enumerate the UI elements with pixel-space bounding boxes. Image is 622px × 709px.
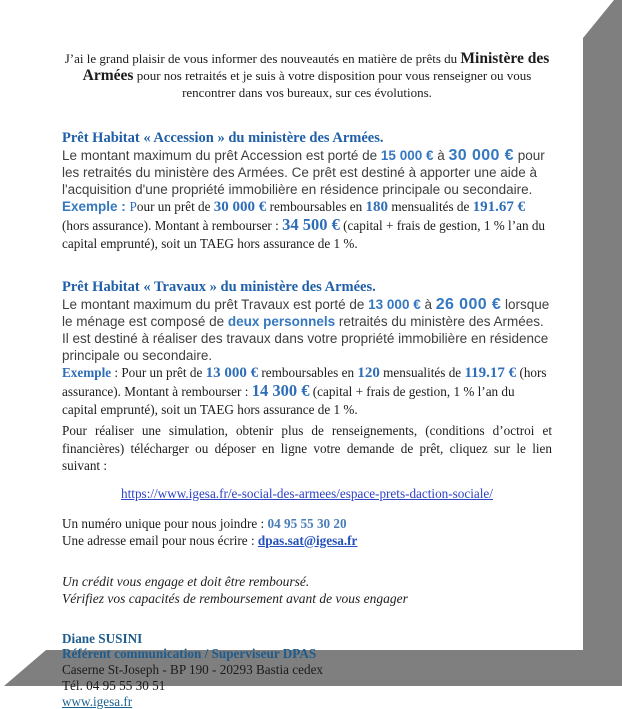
text-run: 180 [366,199,389,215]
simulation-paragraph: Pour réaliser une simulation, obtenir plus de renseignements, (conditions d’octroi et financières) télécharger ou déposer en ligne votre demande de prêt, cliquez sur le lien suivant : [62,422,552,475]
letter-content [62,0,552,709]
intro-paragraph [62,50,552,101]
section-travaux-example [62,364,552,419]
text-run: (capital + frais de gestion, 1 % l’an du capital emprunté), soit un TAEG hors assurance de 1 %. [62,218,548,251]
section-travaux-heading: Prêt Habitat « Travaux » du ministère des Armées. [62,279,552,296]
igesa-prets-link[interactable]: https://www.igesa.fr/e-social-des-armees/espace-prets-daction-sociale/ [121,486,493,501]
section-travaux [62,279,552,419]
section-accession [62,130,552,253]
text-run: Exemple [62,365,111,380]
text-run: pour les retraités du ministère des Armées. Ce prêt est destiné à apporter une aide à l'acquisition d'une propriété immobilière en résidence principale ou secondaire. [62,148,549,197]
text-run: à [421,297,436,312]
text-run: 26 000 € [436,296,501,313]
text-run: : Pour un prêt de [111,365,206,380]
contact-phone-label: Un numéro unique pour nous joindre : [62,516,267,531]
contact-block [62,515,552,549]
disclaimer-line-2: Vérifiez vos capacités de remboursement avant de vous engager [62,590,552,607]
text-run: 119.17 € [464,365,516,381]
signature-website-link[interactable]: www.igesa.fr [62,694,132,709]
text-run: 13 000 € [368,297,421,312]
text-run: lorsque le ménage est composé de [62,297,553,329]
text-run: 13 000 € [206,365,259,381]
disclaimer-line-1: Un crédit vous engage et doit être remboursé. [62,573,552,590]
signature-address: Caserne St-Joseph - BP 190 - 20293 Bastia cedex [62,662,552,678]
signature-name: Diane SUSINI [62,631,552,647]
text-run: Ministère des Armées [83,50,553,84]
contact-email-line [62,532,552,549]
text-run: (capital + frais de gestion, 1 % l’an du capital emprunté), soit un TAEG hors assurance de 1 %. [62,384,518,417]
link-line [62,485,552,502]
text-run: 15 000 € [381,148,434,163]
section-accession-body [62,147,552,198]
section-travaux-body [62,296,552,364]
signature-block [62,631,552,709]
section-accession-example [62,198,552,253]
contact-phone-line [62,515,552,532]
text-run: J’ai le grand plaisir de vous informer des nouveautés en matière de prêts du [65,51,461,66]
text-run: (hors assurance). Montant à rembourser : [62,199,528,233]
signature-role: Référent communication / Superviseur DPAS [62,646,552,662]
contact-phone-number: 04 95 55 30 20 [267,516,346,531]
text-run: P [130,199,137,214]
text-run: à [433,148,448,163]
text-run: 30 000 € [449,147,514,164]
contact-email-link[interactable]: dpas.sat@igesa.fr [258,533,357,548]
text-run: our un prêt de [137,199,214,214]
section-accession-heading: Prêt Habitat « Accession » du ministère des Armées. [62,130,552,147]
text-run: 191.67 € [473,199,526,215]
text-run: deux personnels [228,314,335,329]
text-run: mensualités de [380,365,465,380]
text-run: Exemple : [62,199,130,214]
credit-disclaimer [62,573,552,607]
text-run: Le montant maximum du prêt Travaux est porté de [62,297,368,312]
signature-website-line [62,694,552,709]
contact-email-label: Une adresse email pour nous écrire : [62,533,258,548]
text-run: 34 500 € [282,215,340,234]
text-run: remboursables en [266,199,365,214]
text-run: remboursables en [258,365,357,380]
text-run: mensualités de [388,199,473,214]
text-run: retraités du ministère des Armées. Il est destiné à réaliser des travaux dans votre propriété immobilière en résidence principale ou secondaire. [62,314,552,363]
text-run: 30 000 € [214,199,267,215]
text-run: 120 [357,365,380,381]
text-run: (hors assurance). Montant à rembourser : [62,365,550,399]
text-run: 14 300 € [252,381,310,400]
text-run: pour nos retraités et je suis à votre disposition pour vous renseigner ou vous rencontrer dans vos bureaux, sur ces évolutions. [133,68,534,100]
signature-phone: Tél. 04 95 55 30 51 [62,678,552,694]
text-run: Le montant maximum du prêt Accession est porté de [62,148,381,163]
